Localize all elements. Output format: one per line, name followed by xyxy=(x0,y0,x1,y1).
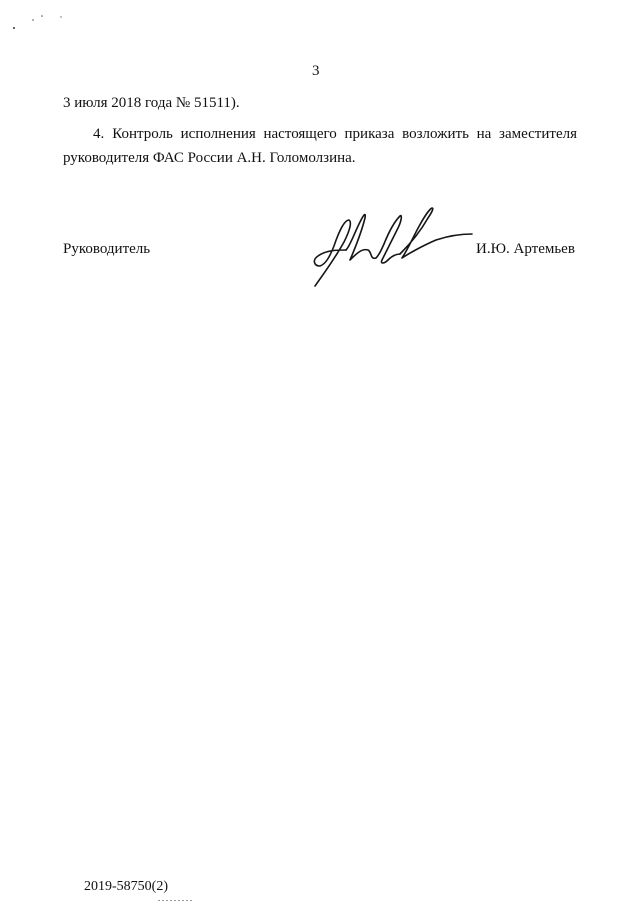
item-paragraph xyxy=(63,122,577,170)
scan-edge-mark xyxy=(158,899,192,902)
item-number: 4. xyxy=(93,126,105,142)
continuation-line: 3 июля 2018 года № 51511). xyxy=(63,95,240,111)
signatory-name: И.Ю. Артемьев xyxy=(476,241,575,257)
item-text-line-1: Контроль исполнения настоящего приказа возложить на заместителя xyxy=(112,126,577,142)
item-text-line-2: руководителя ФАС России А.Н. Голомолзина. xyxy=(63,150,356,166)
item-first-line xyxy=(63,122,577,146)
handwritten-signature xyxy=(300,198,480,293)
page-number: 3 xyxy=(312,63,320,79)
document-id: 2019-58750(2) xyxy=(84,879,168,894)
scan-specks xyxy=(0,0,80,30)
signatory-role: Руководитель xyxy=(63,241,151,257)
